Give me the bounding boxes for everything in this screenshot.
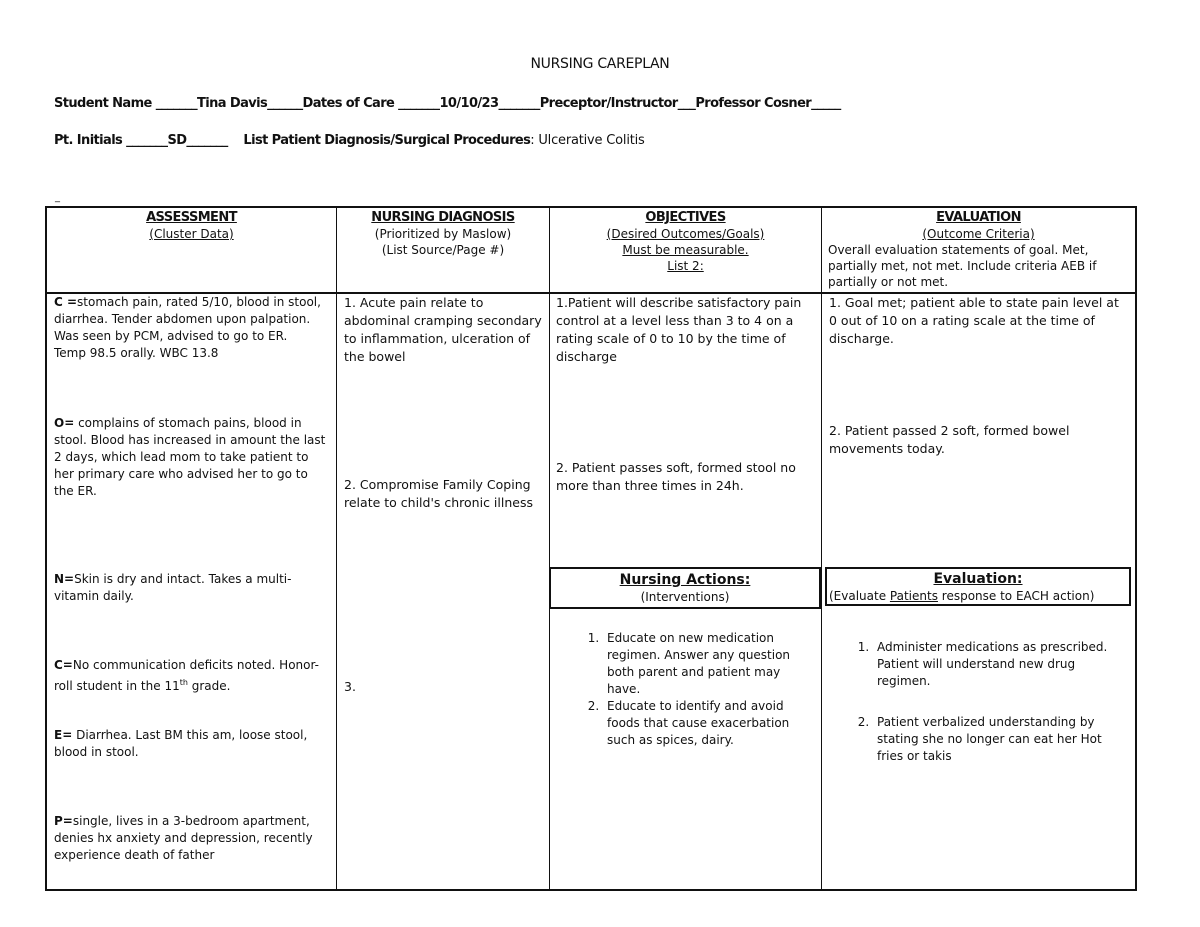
assessment-text: grade. (187, 679, 231, 693)
pt-initials-label: Pt. Initials (54, 133, 123, 148)
assessment-text: complains of stomach pains, blood in stool. Blood has increased in amount the last 2 days, which lead mom to take patient to her primary care who advised her to go to the ER. (54, 416, 326, 498)
diagnosis-subtitle-1: (Prioritized by Maslow) (374, 227, 512, 241)
assessment-subtitle: (Cluster Data) (149, 227, 234, 241)
action-evaluation-list (837, 639, 1127, 765)
assessment-text: Diarrhea. Last BM this am, loose stool, blood in stool. (54, 728, 308, 759)
objectives-header (550, 210, 821, 274)
assessment-o (54, 415, 330, 500)
diagnosis-2: 2. Compromise Family Coping relate to child's chronic illness (344, 477, 533, 510)
diagnosis-header (337, 210, 549, 258)
column-divider (336, 208, 337, 889)
objective-2: 2. Patient passes soft, formed stool no more than three times in 24h. (556, 460, 796, 493)
student-name-value: Tina Davis (197, 96, 268, 111)
diagnosis-subtitle-2: (List Source/Page #) (381, 243, 505, 257)
evaluation-header (822, 210, 1135, 290)
assessment-superscript: th (179, 678, 188, 687)
diagnosis-title: NURSING DIAGNOSIS (371, 210, 515, 225)
objectives-subtitle-1: (Desired Outcomes/Goals) (606, 227, 765, 241)
evaluation-title: EVALUATION (936, 210, 1021, 225)
assessment-key: E= (54, 728, 73, 742)
assessment-p (54, 813, 330, 864)
assessment-vitals: Temp 98.5 orally. WBC 13.8 (54, 346, 219, 360)
student-name-label: Student Name (54, 96, 152, 111)
objectives-title: OBJECTIVES (645, 210, 726, 225)
action-evaluation-subtitle-text: (Evaluate (829, 589, 890, 603)
header-line-1: Student Name _______Tina Davis______Dates of Care _______10/10/23_______Preceptor/Instructor___Professor Cosner_____ (54, 96, 841, 111)
action-evaluation-subtitle-underlined: Patients (889, 589, 938, 603)
assessment-e (54, 727, 330, 761)
assessment-text: single, lives in a 3-bedroom apartment, denies hx anxiety and depression, recently experience death of father (54, 814, 313, 862)
assessment-text: stomach pain, rated 5/10, blood in stool, diarrhea. Tender abdomen upon palpation. Was seen by PCM, advised to go to ER. (54, 295, 321, 343)
list-item: 2. Patient verbalized understanding by stating she no longer can eat her Hot fries or takis (873, 714, 1127, 765)
care-plan-table (45, 206, 1137, 891)
nursing-actions-header (549, 567, 821, 609)
action-evaluation-title: Evaluation: (933, 571, 1023, 587)
list-item: 1. Educate on new medication regimen. Answer any question both parent and patient may have. (603, 630, 817, 698)
preceptor-label: Preceptor/Instructor (539, 96, 678, 111)
assessment-c2 (54, 657, 330, 695)
assessment-key: O= (54, 416, 75, 430)
diagnosis-3: 3. (344, 679, 356, 694)
pt-initials-value: SD (167, 133, 187, 148)
objectives-subtitle-3: List 2: (667, 259, 704, 273)
action-evaluation-header (825, 567, 1131, 606)
objective-1: 1.Patient will describe satisfactory pain control at a level less than 3 to 4 on a rating scale of 0 to 10 by the time of discharge (556, 295, 802, 364)
assessment-key: C= (54, 658, 73, 672)
column-divider (549, 208, 550, 889)
diagnosis-1: 1. Acute pain relate to abdominal cramping secondary to inflammation, ulceration of the bowel (344, 295, 542, 364)
assessment-text: Skin is dry and intact. Takes a multi-vitamin daily. (54, 572, 292, 603)
evaluation-1: 1. Goal met; patient able to state pain level at 0 out of 10 on a rating scale at the time of discharge. (829, 295, 1119, 346)
dates-label: Dates of Care (302, 96, 395, 111)
evaluation-subtitle: (Outcome Criteria) (922, 227, 1035, 241)
assessment-text: No communication deficits noted. Honor-roll student in the 11 (54, 658, 319, 693)
evaluation-2: 2. Patient passed 2 soft, formed bowel movements today. (829, 423, 1070, 456)
nursing-actions-list (567, 630, 817, 749)
stray-mark: _ (55, 192, 60, 203)
objectives-subtitle-2: Must be measurable. (622, 243, 749, 257)
diagnosis-list-value: : Ulcerative Colitis (530, 133, 645, 148)
assessment-header (47, 210, 336, 242)
list-item: 1. Administer medications as prescribed. Patient will understand new drug regimen. (873, 639, 1127, 690)
nursing-actions-title: Nursing Actions: (619, 572, 751, 588)
assessment-n (54, 571, 330, 605)
assessment-title: ASSESSMENT (146, 210, 237, 225)
action-evaluation-subtitle-text: response to EACH action) (937, 589, 1095, 603)
action-evaluation-subtitle (827, 588, 1129, 604)
assessment-key: P= (54, 814, 73, 828)
list-item: 2. Educate to identify and avoid foods that cause exacerbation such as spices, dairy. (603, 698, 817, 749)
evaluation-note: Overall evaluation statements of goal. Met, partially met, not met. Include criteria AEB if partially or not met. (828, 243, 1097, 289)
preceptor-value: Professor Cosner (695, 96, 812, 111)
diagnosis-list-label: List Patient Diagnosis/Surgical Procedures (243, 133, 531, 148)
assessment-c1 (54, 294, 330, 362)
page-title: NURSING CAREPLAN (530, 56, 670, 72)
assessment-key: C = (54, 295, 78, 309)
dates-value: 10/10/23 (439, 96, 499, 111)
column-divider (821, 208, 822, 889)
assessment-key: N= (54, 572, 75, 586)
nursing-actions-subtitle: (Interventions) (640, 590, 730, 604)
header-line-2: Pt. Initials _______SD_______ List Patient Diagnosis/Surgical Procedures: Ulcerative Colitis (54, 133, 645, 148)
